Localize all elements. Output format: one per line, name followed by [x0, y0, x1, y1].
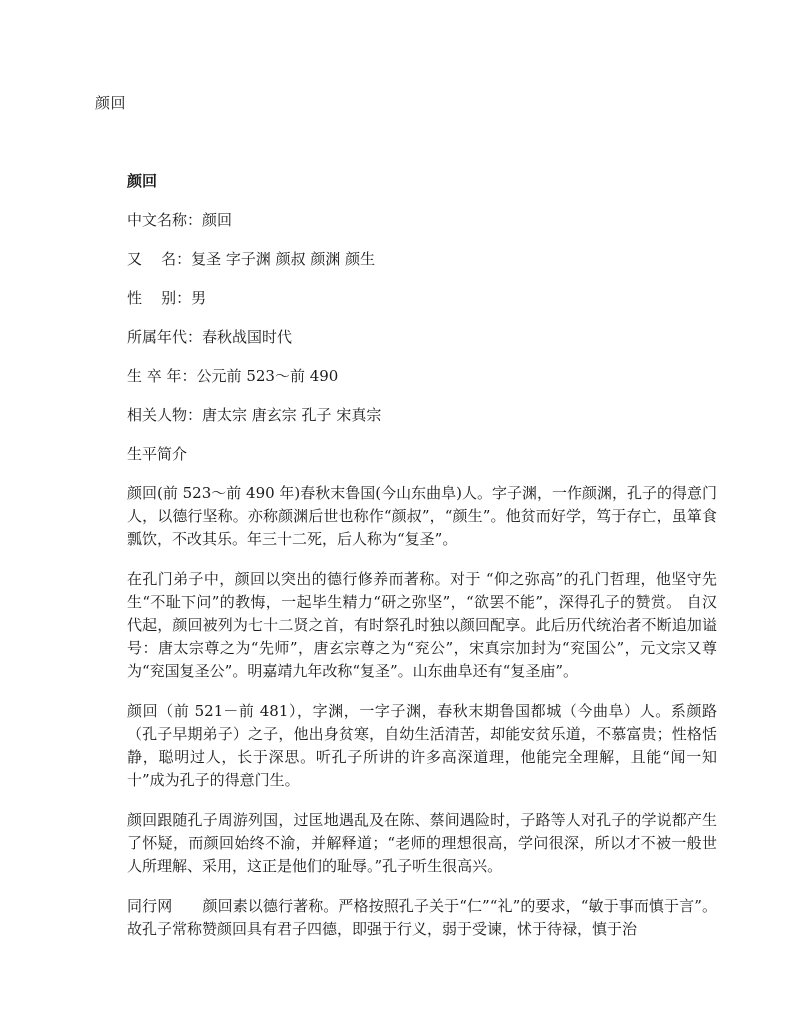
article-title: 颜回: [127, 172, 158, 190]
field-related-people: [127, 404, 717, 427]
paragraph: 颜回跟随孔子周游列国，过匡地遇乱及在陈、蔡间遇险时，子路等人对孔子的学说都产生了怀疑，而颜回始终不渝，并解释道；“老师的理想很高，学问很深，所以才不被一般世人所理解、采用，这正是他们的耻辱。”孔子听生很高兴。: [127, 811, 717, 875]
field-value: 男: [191, 289, 207, 307]
field-value: 唐太宗 唐玄宗 孔子 宋真宗: [202, 406, 382, 424]
field-label: 生 卒 年：: [127, 367, 197, 385]
field-label: 相关人物：: [127, 406, 203, 424]
field-chinese-name: [127, 209, 717, 232]
field-value: 公元前 523～前 490: [196, 367, 339, 385]
field-era: [127, 326, 717, 349]
article-body: [127, 170, 717, 958]
paragraph: 在孔门弟子中，颜回以突出的德行修养而著称。对于 “仰之弥高”的孔门哲理，他坚守先生“不耻下问”的教悔，一起毕生精力“研之弥坚”，“欲罢不能”，深得孔子的赞赏。 自汉代起，颜回被列为七十二贤之首，有时祭孔时独以颜回配享。此后历代统治者不断追加谥号：唐太宗尊之为“先师”，唐玄宗尊之为“兖公”，宋真宗加封为“兖国公”，元文宗又尊为“兖国复圣公”。明嘉靖九年改称“复圣”。山东曲阜还有“复圣庙”。: [127, 570, 717, 680]
paragraph: 同行网 颜回素以德行著称。严格按照孔子关于“仁”“礼”的要求，“敏于事而慎于言”。故孔子常称赞颜回具有君子四德，即强于行义，弱于受谏，怵于待禄，慎于治: [127, 897, 717, 938]
field-gender: [127, 287, 717, 310]
field-value: 颜回: [202, 211, 233, 229]
paragraph: 颜回（前 521－前 481），字渊，一字子渊，春秋末期鲁国都城（今曲阜）人。系颜路（孔子早期弟子）之子，他出身贫寒，自幼生活清苦，却能安贫乐道，不慕富贵；性格恬静，聪明过人，长于深思。听孔子所讲的许多高深道理，他能完全理解，且能“闻一知十”成为孔子的得意门生。: [127, 702, 717, 789]
field-alias: [127, 248, 717, 271]
field-value: 春秋战国时代: [202, 328, 293, 346]
field-lifespan: [127, 365, 717, 388]
field-value: 复圣 字子渊 颜叔 颜渊 颜生: [191, 250, 376, 268]
section-heading-biography: 生平简介: [127, 445, 188, 463]
document-header-title: 颜回: [95, 94, 127, 112]
field-label: 又 名：: [127, 250, 192, 268]
field-label: 性 别：: [127, 289, 192, 307]
field-label: 中文名称：: [127, 211, 203, 229]
paragraph: 颜回(前 523～前 490 年)春秋末鲁国(今山东曲阜)人。字子渊，一作颜渊，孔子的得意门人，以德行坚称。亦称颜渊后世也称作“颜叔”，“颜生”。他贫而好学，笃于存亡，虽箪食瓢饮，不改其乐。年三十二死，后人称为“复圣”。: [127, 484, 717, 548]
field-label: 所属年代：: [127, 328, 203, 346]
